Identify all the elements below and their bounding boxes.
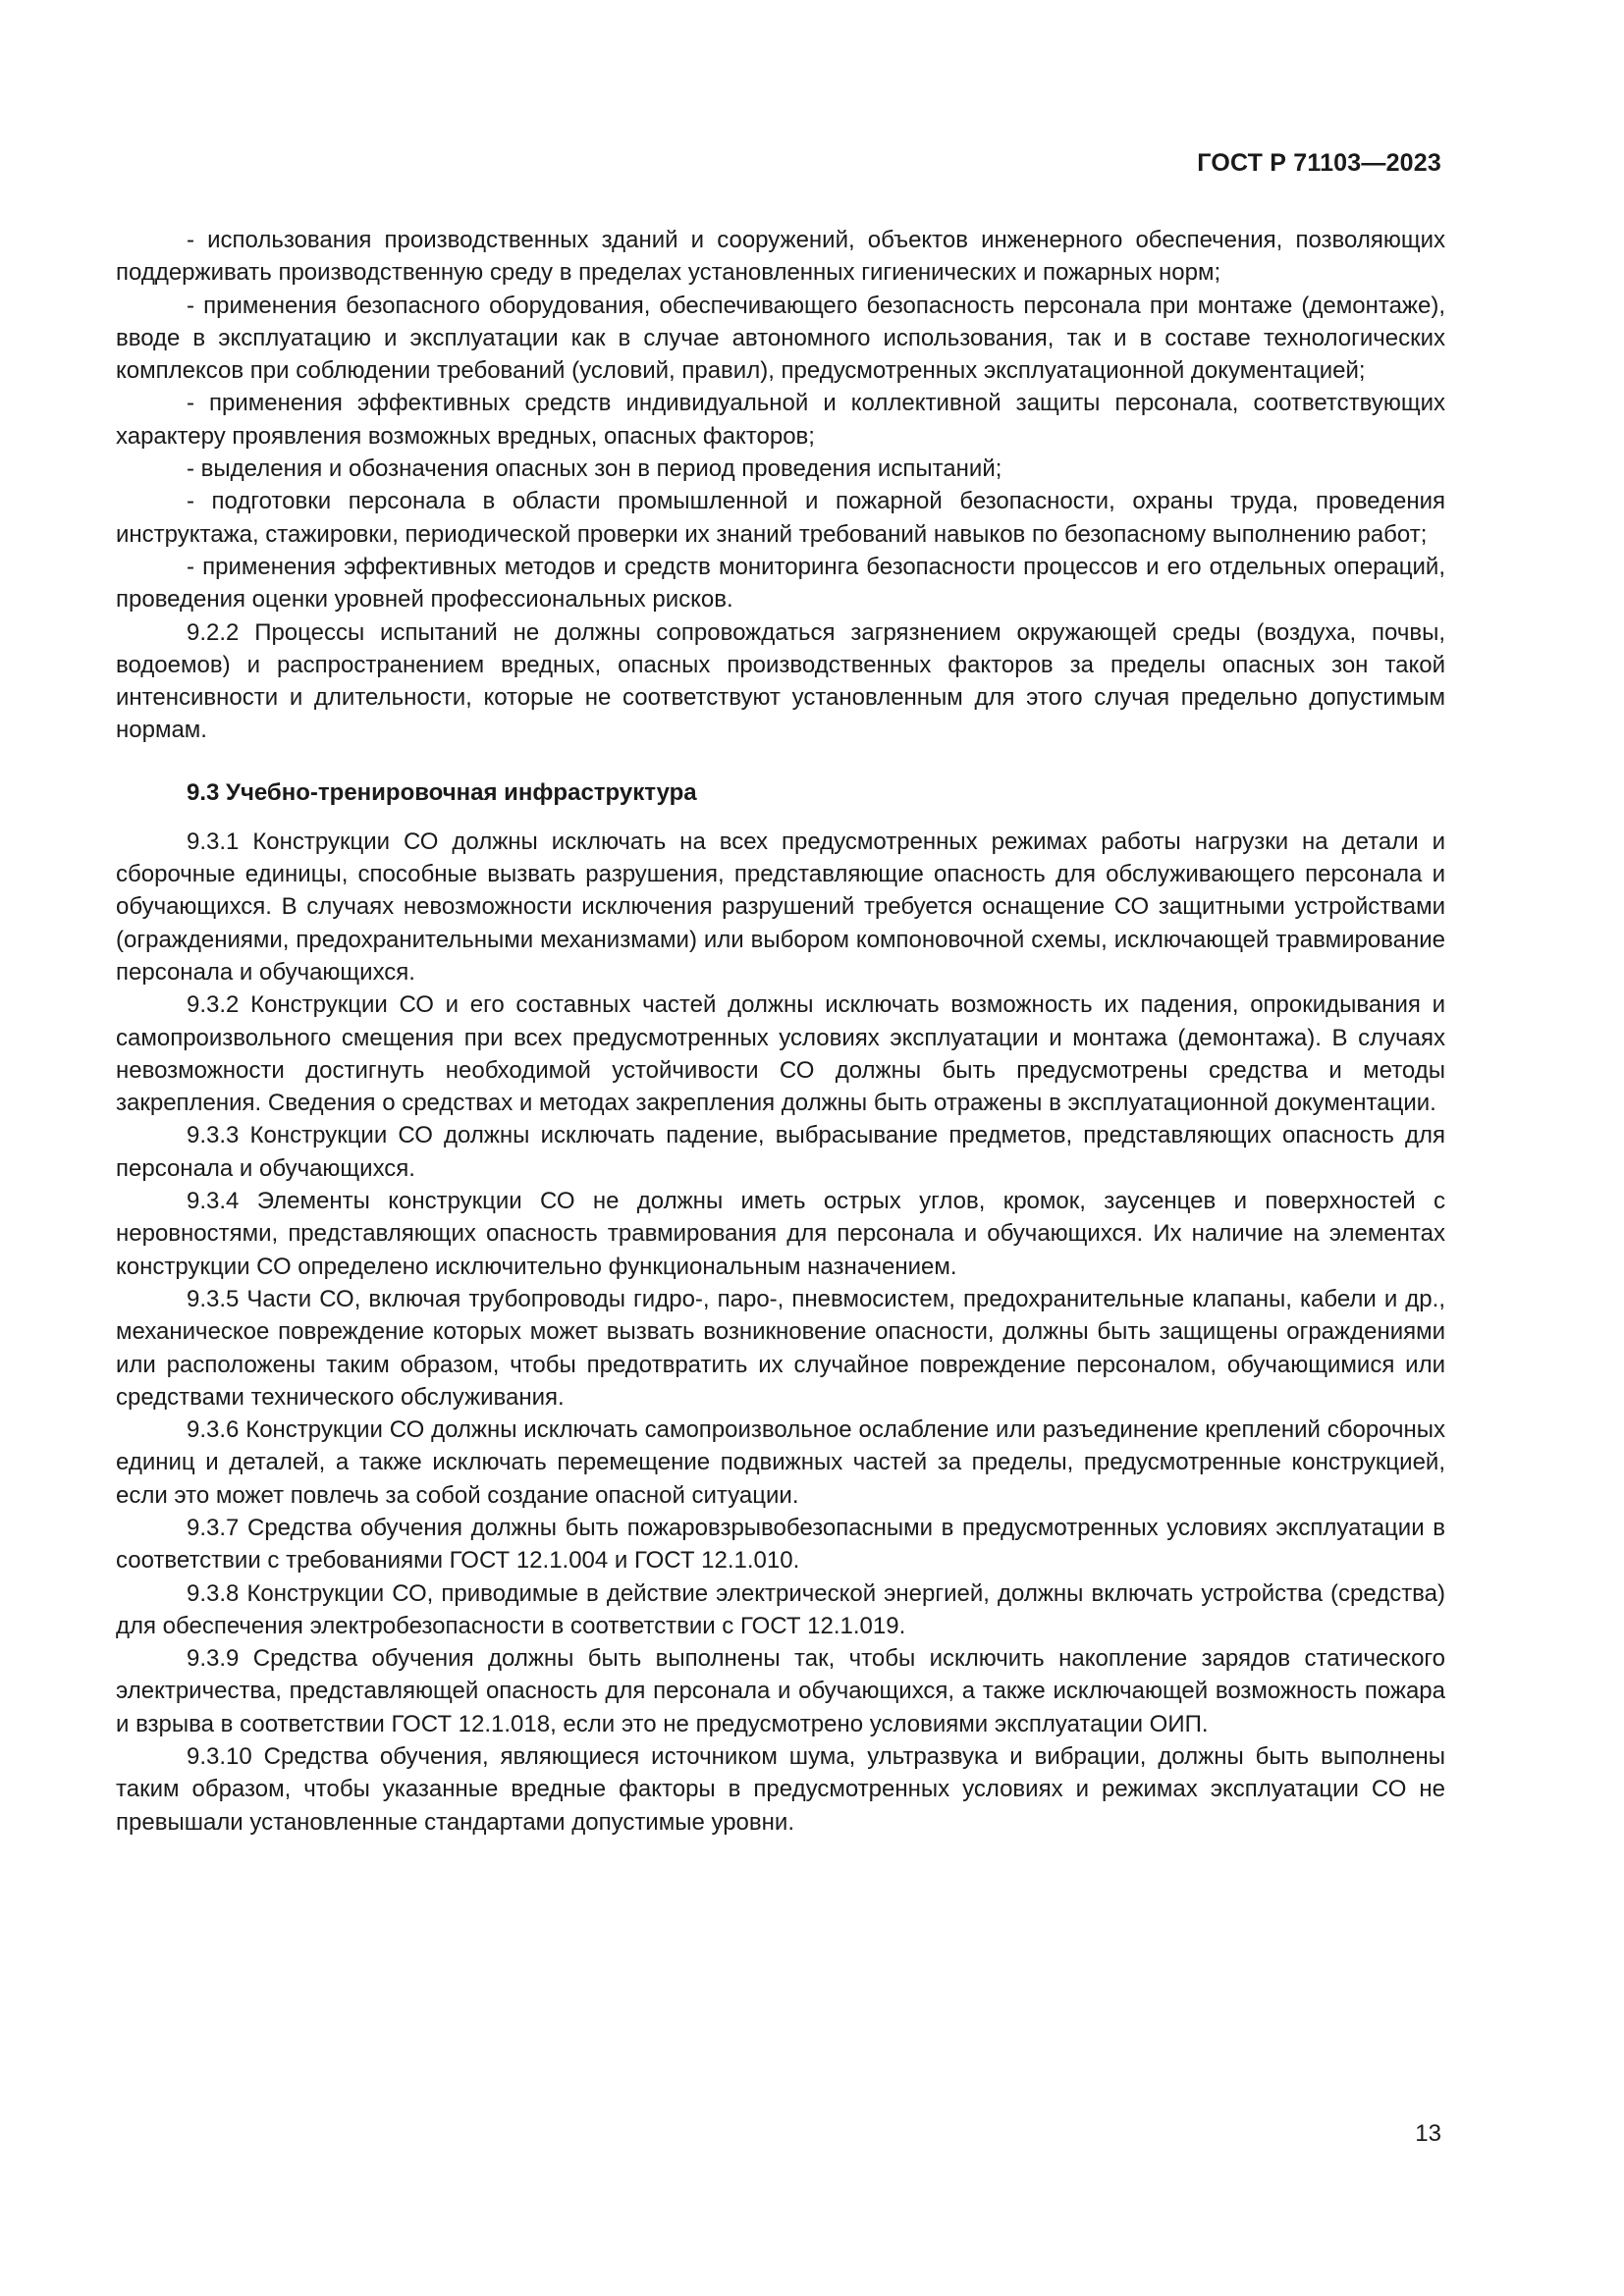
clause-9-2-2: 9.2.2 Процессы испытаний не должны сопровождаться загрязнением окружающей среды (воздуха, почвы, водоемов) и распространением вредных, опасных производственных факторов за пределы опасных зон такой интенсивности и длительности, которые не соответствуют установленным для этого случая предельно допустимым нормам. (116, 618, 1445, 744)
clause-9-3-10: 9.3.10 Средства обучения, являющиеся источником шума, ультразвука и вибрации, должны быть выполнены таким образом, чтобы указанные вредные факторы в предусмотренных условиях и режимах эксплуатации СО не превышали установленные стандартами допустимые уровни. (116, 1743, 1445, 1836)
list-item: - подготовки персонала в области промышленной и пожарной безопасности, охраны труда, проведения инструктажа, стажировки, периодической проверки их знаний требований навыков по безопасному выполнению работ; (116, 488, 1445, 548)
clause-9-3-2: 9.3.2 Конструкции СО и его составных частей должны исключать возможность их падения, опрокидывания и самопроизвольного смещения при всех предусмотренных условиях эксплуатации и монтажа (демонтажа). В случаях невозможности достигнуть необходимой устойчивости СО должны быть предусмотрены средства и методы закрепления. Сведения о средствах и методах закрепления должны быть отражены в эксплуатационной документации. (116, 991, 1445, 1117)
clause-9-3-4: 9.3.4 Элементы конструкции СО не должны иметь острых углов, кромок, заусенцев и поверхностей с неровностями, представляющих опасность травмирования для персонала и обучающихся. Их наличие на элементах конструкции СО определено исключительно функциональным назначением. (116, 1188, 1445, 1280)
document-code-header: ГОСТ Р 71103—2023 (1197, 149, 1441, 177)
document-body (116, 224, 1445, 1839)
clause-9-3-7: 9.3.7 Средства обучения должны быть пожаровзрывобезопасными в предусмотренных условиях эксплуатации в соответствии с требованиями ГОСТ 12.1.004 и ГОСТ 12.1.010. (116, 1514, 1445, 1575)
clause-9-3-8: 9.3.8 Конструкции СО, приводимые в действие электрической энергией, должны включать устройства (средства) для обеспечения электробезопасности в соответствии с ГОСТ 12.1.019. (116, 1579, 1445, 1639)
clause-9-3-5: 9.3.5 Части СО, включая трубопроводы гидро-, паро-, пневмосистем, предохранительные клапаны, кабели и др., механическое повреждение которых может вызвать возникновение опасности, должны быть защищены ограждениями или расположены таким образом, чтобы предотвратить их случайное повреждение персоналом, обучающимися или средствами технического обслуживания. (116, 1285, 1445, 1411)
list-item: - выделения и обозначения опасных зон в период проведения испытаний; (187, 455, 1002, 483)
list-item: - применения безопасного оборудования, обеспечивающего безопасность персонала при монтаже (демонтаже), вводе в эксплуатацию и эксплуатации как в случае автономного использования, так и в составе технологических комплексов при соблюдении требований (условий, правил), предусмотренных эксплуатационной документацией; (116, 292, 1445, 385)
page-number: 13 (1415, 2120, 1441, 2147)
list-item: - применения эффективных методов и средств мониторинга безопасности процессов и его отдельных операций, проведения оценки уровней профессиональных рисков. (116, 553, 1445, 614)
clause-9-3-1: 9.3.1 Конструкции СО должны исключать на всех предусмотренных режимах работы нагрузки на детали и сборочные единицы, способные вызвать разрушения, представляющие опасность для обслуживающего персонала и обучающихся. В случаях невозможности исключения разрушений требуется оснащение СО защитными устройствами (ограждениями, предохранительными механизмами) или выбором компоновочной схемы, исключающей травмирование персонала и обучающихся. (116, 828, 1445, 986)
clause-9-3-9: 9.3.9 Средства обучения должны быть выполнены так, чтобы исключить накопление зарядов статического электричества, представляющей опасность для персонала и обучающихся, а также исключающей возможность пожара и взрыва в соответствии ГОСТ 12.1.018, если это не предусмотрено условиями эксплуатации ОИП. (116, 1645, 1445, 1737)
clause-9-3-3: 9.3.3 Конструкции СО должны исключать падение, выбрасывание предметов, представляющих опасность для персонала и обучающихся. (116, 1122, 1445, 1182)
section-9-3-heading: 9.3 Учебно-тренировочная инфраструктура (187, 778, 697, 806)
list-item: - применения эффективных средств индивидуальной и коллективной защиты персонала, соответствующих характеру проявления возможных вредных, опасных факторов; (116, 390, 1445, 450)
clause-9-3-6: 9.3.6 Конструкции СО должны исключать самопроизвольное ослабление или разъединение креплений сборочных единиц и деталей, а также исключать перемещение подвижных частей за пределы, предусмотренные конструкцией, если это может повлечь за собой создание опасной ситуации. (116, 1416, 1445, 1509)
list-item: - использования производственных зданий и сооружений, объектов инженерного обеспечения, позволяющих поддерживать производственную среду в пределах установленных гигиенических и пожарных норм; (116, 227, 1445, 287)
